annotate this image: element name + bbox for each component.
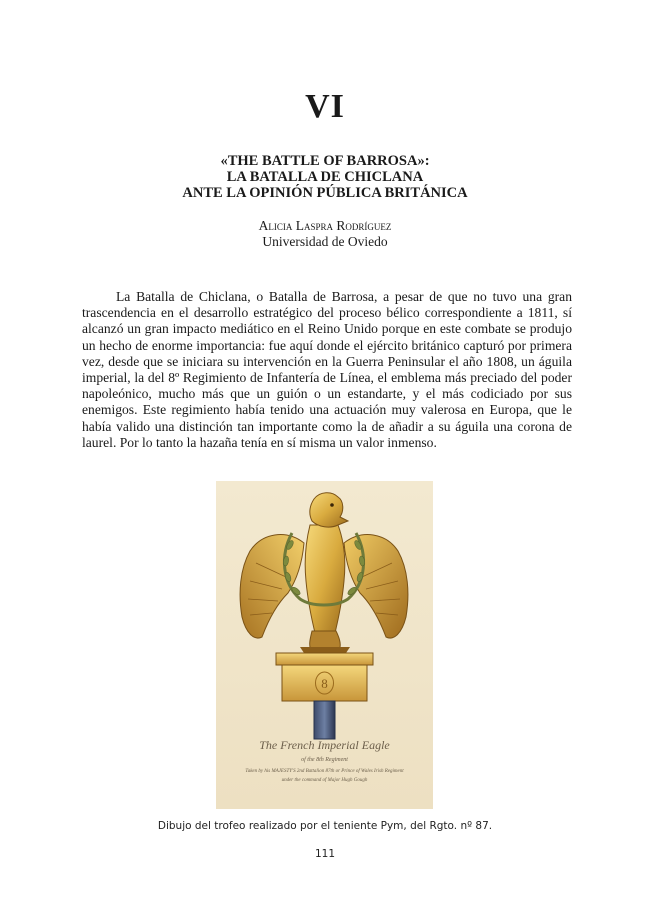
title-line-2: LA BATALLA DE CHICLANA — [226, 169, 424, 185]
figure-caption: Dibujo del trofeo realizado por el teniente Pym, del Rgto. nº 87. — [157, 820, 493, 832]
body-paragraph — [82, 289, 572, 451]
standard-pole — [314, 701, 335, 739]
chapter-title — [0, 153, 650, 201]
engraving-subtitle: of the 8th Regiment — [301, 757, 348, 763]
title-line-1: «THE BATTLE OF BARROSA»: — [220, 153, 430, 169]
eagle-illustration — [216, 481, 433, 809]
figure-eagle-engraving — [216, 481, 433, 809]
author-affiliation: Universidad de Oviedo — [262, 234, 388, 249]
title-line-3: ANTE LA OPINIÓN PÚBLICA BRITÁNICA — [182, 185, 468, 201]
engraving-line-2: under the command of Major Hugh Gough — [281, 778, 368, 783]
pedestal-mark: 8 — [321, 676, 328, 691]
author-name: Alicia Laspra Rodríguez — [258, 218, 392, 233]
page-number: 111 — [314, 848, 336, 860]
engraving-line-1: Taken by his MAJESTY'S 2nd Battalion 87th or Prince of Wales Irish Regiment — [245, 769, 404, 774]
author-block — [0, 218, 650, 250]
engraving-title: The French Imperial Eagle — [259, 738, 390, 752]
chapter-number: VI — [305, 88, 345, 125]
pedestal-top — [276, 653, 373, 665]
paragraph-text: La Batalla de Chiclana, o Batalla de Barrosa, a pesar de que no tuvo una gran trascendencia en el desarrollo estratégico del proceso bélico correspondiente a 1811, sí alcanzó un gran impacto mediático en el Reino Unido porque en este combate se produjo un hecho de enorme importancia: fue aquí donde el ejército británico capturó por primera vez, desde que se iniciara su intervención en la Guerra Peninsular el año 1808, un águila imperial, la del 8º Regimiento de Infantería de Línea, el emblema más preciado del poder napoleónico, mucho más que un guión o un estandarte, y el más codiciado por sus enemigos. Este regimiento había tenido una actuación muy valerosa en Europa, que le había valido una distinción tan importante como la de añadir a su águila una corona de laurel. Por lo tanto la hazaña tenía en sí misma un valor inmenso. — [82, 289, 572, 450]
